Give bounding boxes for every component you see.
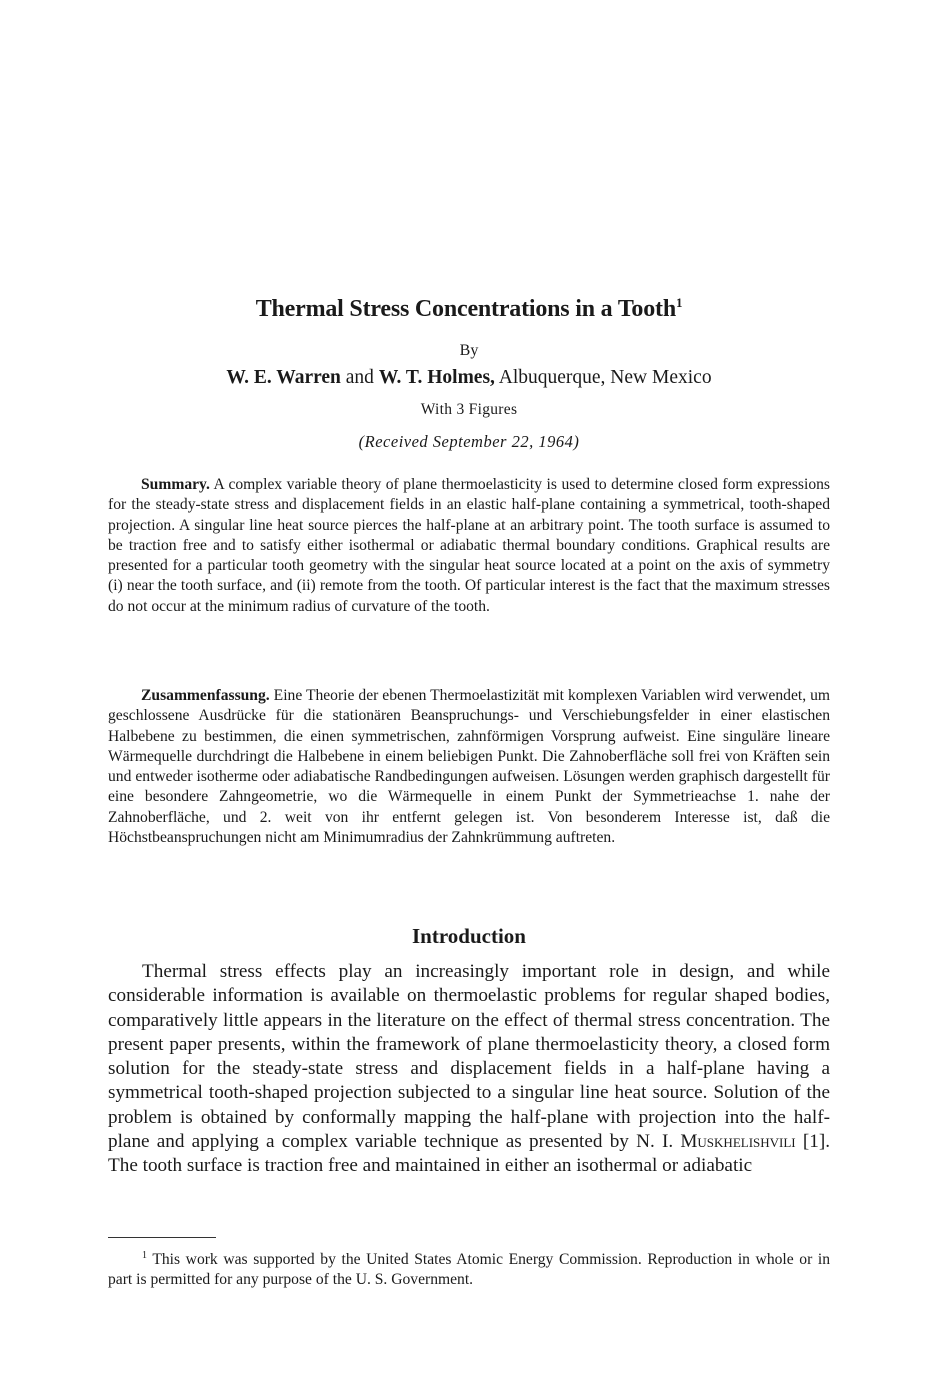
title-text: Thermal Stress Concentrations in a Tooth (255, 296, 676, 322)
figures-note: With 3 Figures (420, 401, 518, 418)
footnote-divider (108, 1237, 216, 1238)
author-2: W. T. Holmes, (378, 367, 495, 388)
cited-author: Muskhelishvili (680, 1131, 796, 1153)
paper-title (108, 295, 830, 323)
footnote (108, 1246, 830, 1290)
footnote-text: This work was supported by the United States Atomic Energy Commission. Reproduction in whole or in part is permitted for any purpose of the U. S. Government. (108, 1251, 831, 1289)
zusammenfassung-label: Zusammenfassung. (141, 687, 270, 704)
by-line: By (459, 342, 479, 359)
footnote-mark: 1 (142, 1250, 147, 1261)
introduction-paragraph (108, 960, 830, 1179)
author-conjunction: and (345, 367, 374, 388)
summary-text: A complex variable theory of plane thermoelasticity is used to determine closed form expressions for the steady-state stress and displacement fields in an elastic half-plane containing a symmetrical, tooth-shaped projection. A singular line heat source pierces the half-plane at an arbitrary point. The tooth surface is assumed to be traction free and to satisfy either isothermal or adiabatic thermal boundary conditions. Graphical results are presented for a particular tooth geometry with the singular heat source located at a point on the axis of symmetry (i) near the tooth surface, and (ii) remote from the tooth. Of particular interest is the fact that the maximum stresses do not occur at the minimum radius of curvature of the tooth. (108, 476, 830, 615)
author-line (108, 367, 830, 389)
intro-text-before: Thermal stress effects play an increasingly important role in design, and while considerable information is available on thermoelastic problems for regular shaped bodies, comparatively little appears in the literature on the effect of thermal stress concentration. The present paper presents, within the framework of plane thermoelasticity theory, a closed form solution for the steady-state stress and displacement fields in a half-plane having a symmetrical tooth-shaped projection subjected to a singular line heat source. Solution of the problem is obtained by conformally mapping the half-plane with projection into the half-plane and applying a complex variable technique as presented by N. I. (108, 961, 830, 1153)
author-1: W. E. Warren (226, 367, 341, 388)
author-location: Albuquerque, New Mexico (498, 367, 712, 388)
summary-label: Summary. (141, 476, 210, 493)
introduction-heading: Introduction (412, 924, 526, 948)
title-footnote-mark: 1 (675, 295, 683, 310)
received-date: (Received September 22, 1964) (358, 432, 580, 451)
summary-paragraph (108, 475, 830, 617)
zusammenfassung-paragraph (108, 686, 830, 848)
zusammenfassung-text: Eine Theorie der ebenen Thermoelastizität mit komplexen Variablen wird verwendet, um geschlossene Ausdrücke für die stationären Beanspruchungs- und Verschiebungsfelder in einer elastischen Halbebene zu bestimmen, die einen symmetrischen, zahnförmigen Vorsprung aufweist. Eine singuläre lineare Wärmequelle durchdringt die Halbebene in einem beliebigen Punkt. Die Zahnoberfläche soll frei von Kräften sein und entweder isotherme oder adiabatische Randbedingungen aufweisen. Lösungen werden graphisch dargestellt für eine besondere Zahngeometrie, wo die Wärmequelle in einem Punkt der Symmetrieachse 1. nahe der Zahnoberfläche, und 2. weit von ihr entfernt gelegen ist. Von besonderem Interesse ist, daß die Höchstbeanspruchungen nicht am Minimumradius der Zahnkrümmung auftreten. (108, 687, 830, 847)
intro-text-after: [1]. The tooth surface is traction free and maintained in either an isothermal or adiabatic (108, 1131, 831, 1177)
